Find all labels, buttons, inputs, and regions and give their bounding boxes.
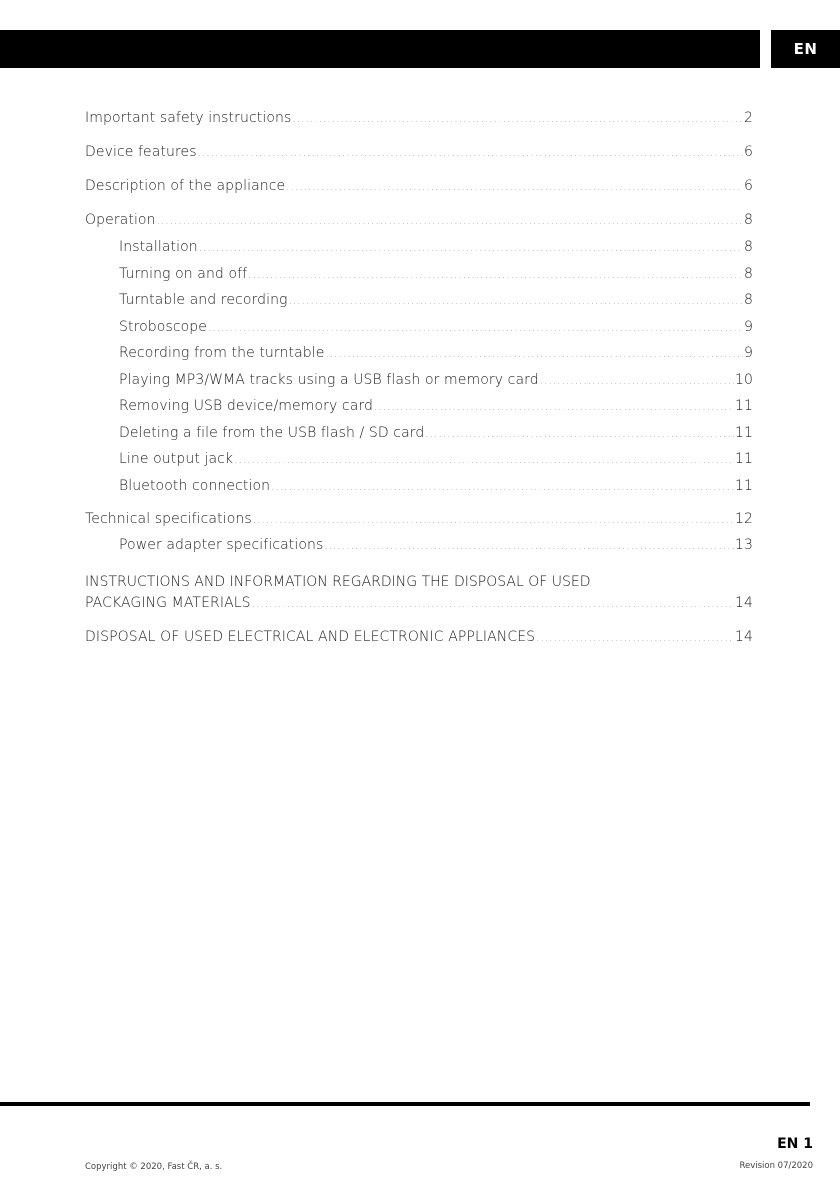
page-number: EN 1 bbox=[777, 1136, 813, 1152]
toc-label: Recording from the turntable bbox=[119, 345, 325, 361]
toc-leader bbox=[324, 541, 734, 552]
toc-entry[interactable] bbox=[85, 398, 753, 425]
toc-leader bbox=[234, 455, 734, 466]
toc-label: PACKAGING MATERIALS bbox=[85, 594, 251, 611]
toc-label: Bluetooth connection bbox=[119, 477, 271, 494]
toc-entry[interactable] bbox=[85, 511, 753, 537]
toc-label: DISPOSAL OF USED ELECTRICAL AND ELECTRONIC APPLIANCES bbox=[85, 628, 536, 645]
toc-leader bbox=[208, 323, 743, 334]
toc-label: Operation bbox=[85, 212, 156, 228]
toc-entry[interactable] bbox=[85, 319, 753, 346]
toc-entry[interactable] bbox=[85, 266, 753, 293]
toc-label: Playing MP3/WMA tracks using a USB flash or memory card bbox=[119, 371, 539, 388]
toc-page: 2 bbox=[743, 110, 753, 126]
footer-rule bbox=[0, 1102, 810, 1106]
revision-text: Revision 07/2020 bbox=[739, 1161, 813, 1171]
toc-entry-multiline[interactable] bbox=[85, 574, 753, 629]
toc-leader bbox=[374, 402, 734, 413]
toc-entry[interactable] bbox=[85, 425, 753, 452]
toc-leader bbox=[271, 482, 734, 493]
toc-entry[interactable] bbox=[85, 144, 753, 178]
toc-leader bbox=[286, 182, 743, 193]
toc-entry[interactable] bbox=[85, 110, 753, 144]
toc-label: Device features bbox=[85, 144, 197, 160]
toc-leader bbox=[292, 114, 743, 125]
toc-label: Removing USB device/memory card bbox=[119, 398, 373, 414]
toc-entry[interactable] bbox=[85, 345, 753, 372]
toc-entry[interactable] bbox=[85, 478, 753, 511]
toc-page: 11 bbox=[734, 398, 753, 414]
toc-label: Description of the appliance bbox=[85, 178, 286, 194]
toc-page: 11 bbox=[734, 451, 753, 467]
toc-page: 8 bbox=[743, 239, 753, 255]
toc-label: Technical specifications bbox=[85, 510, 252, 527]
toc-leader bbox=[199, 243, 743, 254]
toc-leader bbox=[253, 515, 734, 526]
toc-leader bbox=[425, 429, 734, 440]
toc-leader bbox=[248, 270, 743, 281]
toc-entry[interactable] bbox=[85, 239, 753, 266]
header-bar bbox=[0, 30, 760, 68]
toc-entry-line2 bbox=[85, 595, 753, 611]
toc-leader bbox=[325, 349, 743, 360]
toc-page: 11 bbox=[734, 424, 753, 441]
toc-entry[interactable] bbox=[85, 629, 753, 663]
toc-entry[interactable] bbox=[85, 451, 753, 478]
toc-page: 6 bbox=[743, 144, 753, 160]
toc-page: 14 bbox=[734, 594, 753, 611]
toc-label: Turning on and off bbox=[119, 265, 248, 282]
toc-page: 8 bbox=[743, 292, 753, 308]
toc-label: Important safety instructions bbox=[85, 110, 292, 126]
toc-label: Power adapter specifications bbox=[119, 536, 324, 553]
toc-entry[interactable] bbox=[85, 372, 753, 399]
copyright-text: Copyright © 2020, Fast ČR, a. s. bbox=[85, 1162, 223, 1172]
toc-entry[interactable] bbox=[85, 537, 753, 574]
toc-page: 9 bbox=[743, 345, 753, 361]
toc-leader bbox=[289, 296, 743, 307]
toc-leader bbox=[157, 216, 743, 227]
toc-leader bbox=[252, 599, 734, 610]
toc-label: Deleting a file from the USB flash / SD card bbox=[119, 424, 425, 441]
toc-leader bbox=[536, 633, 734, 644]
language-tab: EN bbox=[771, 30, 840, 68]
toc-page: 8 bbox=[743, 212, 753, 228]
toc-label: Installation bbox=[119, 239, 198, 255]
toc-leader bbox=[198, 148, 743, 159]
toc-page: 9 bbox=[743, 318, 753, 335]
toc-entry[interactable] bbox=[85, 212, 753, 239]
toc-page: 14 bbox=[734, 628, 753, 645]
toc-leader bbox=[540, 376, 734, 387]
toc-label: Stroboscope bbox=[119, 318, 207, 335]
toc-label: Turntable and recording bbox=[119, 292, 288, 308]
toc-page: 13 bbox=[734, 536, 753, 553]
toc-page: 8 bbox=[743, 265, 753, 282]
toc-page: 10 bbox=[734, 371, 753, 388]
toc-label: Line output jack bbox=[119, 451, 234, 467]
toc-page: 6 bbox=[743, 178, 753, 194]
toc-entry[interactable] bbox=[85, 178, 753, 212]
table-of-contents bbox=[85, 110, 753, 663]
toc-page: 12 bbox=[734, 510, 753, 527]
toc-entry[interactable] bbox=[85, 292, 753, 319]
toc-page: 11 bbox=[734, 477, 753, 494]
toc-label-line1: INSTRUCTIONS AND INFORMATION REGARDING THE DISPOSAL OF USED bbox=[85, 573, 591, 590]
